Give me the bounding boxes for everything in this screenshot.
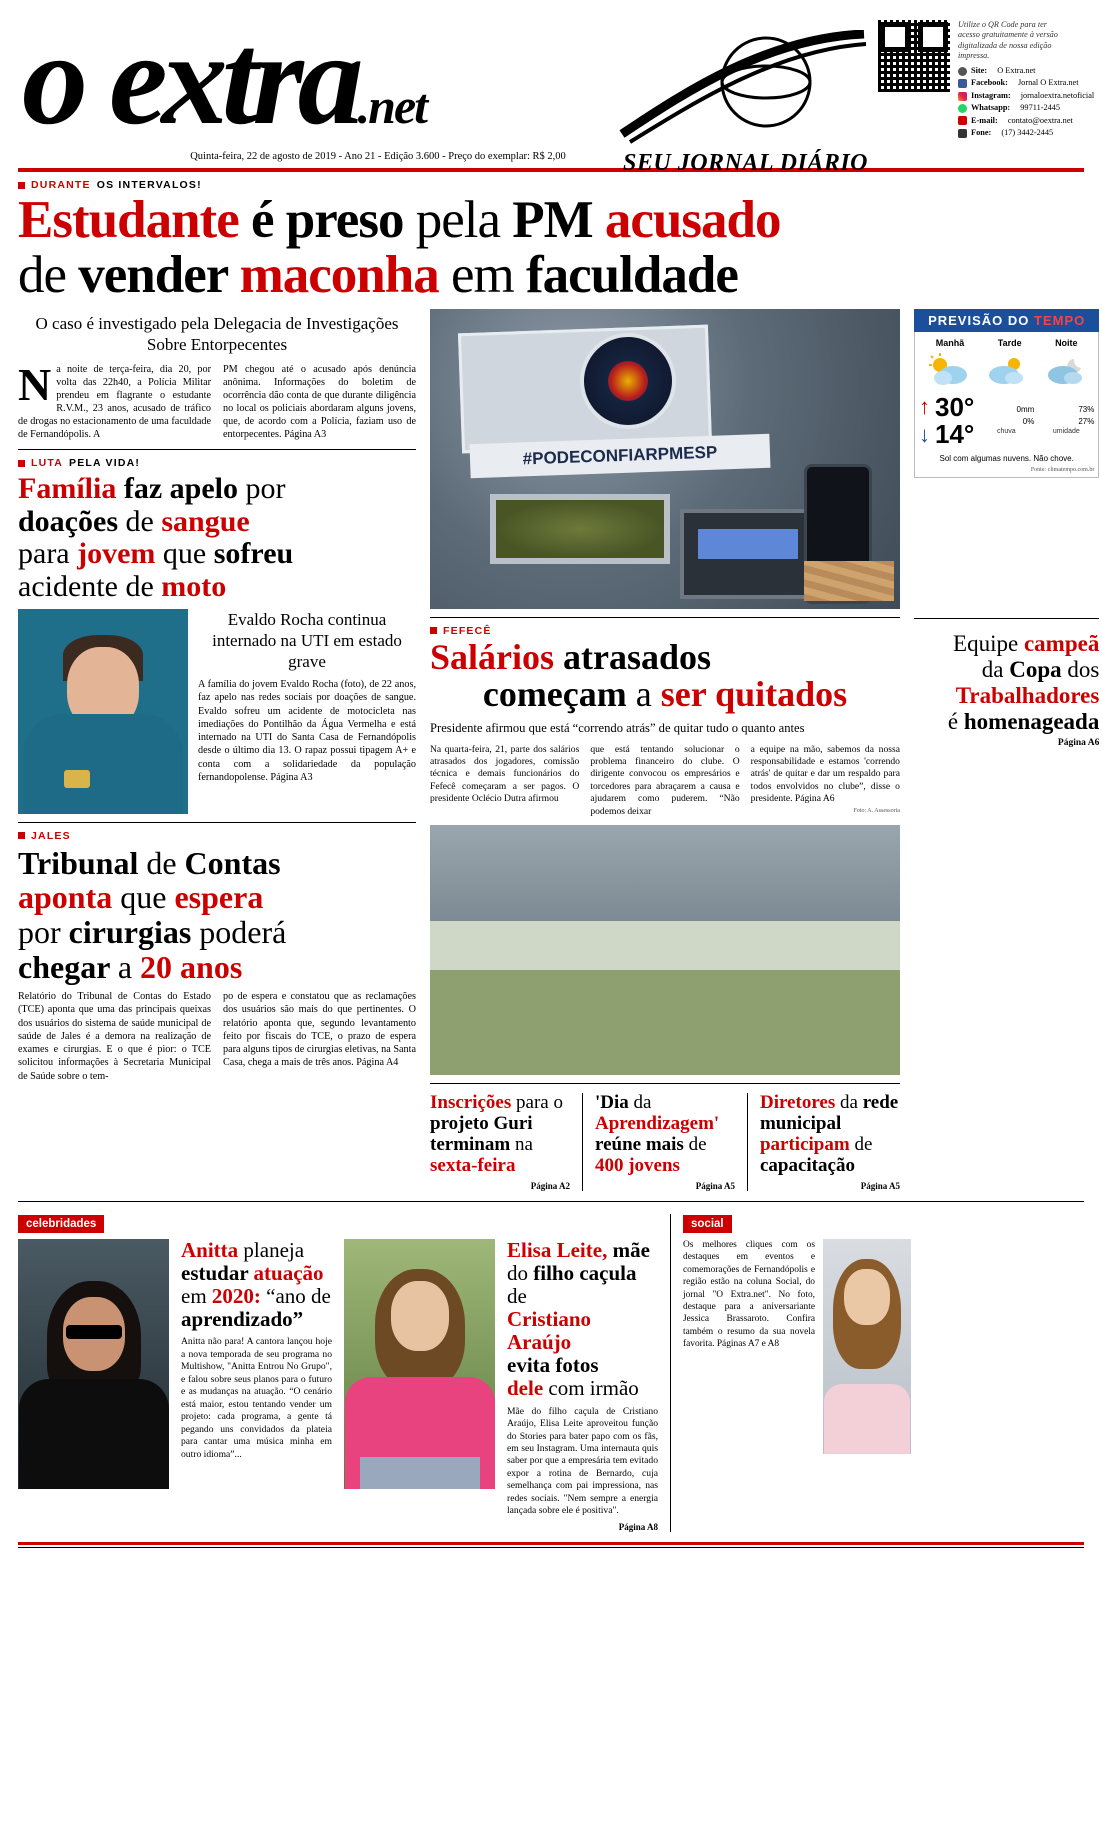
jessica-brassaroto-photo	[823, 1239, 911, 1454]
sunglasses-icon	[66, 1325, 122, 1339]
weather-hum-label: umidade	[1052, 428, 1080, 436]
masthead-logo-area	[18, 5, 878, 176]
footer-rule-black	[18, 1547, 1084, 1548]
left-divider-2	[18, 822, 416, 823]
weather-period-morning: Manhã	[935, 337, 965, 348]
brief-divider	[582, 1093, 583, 1191]
weather-period-afternoon: Tarde	[997, 337, 1022, 348]
blood-kicker-black: PELA VIDA!	[69, 457, 141, 470]
kicker-square-icon	[18, 182, 25, 189]
weather-title	[914, 309, 1099, 332]
weather-max-row	[919, 391, 975, 422]
headline-word-em: em	[438, 246, 526, 305]
fefece-body-col3: a equipe na mão, sabemos da nossa responsabilidade e estamos 'correndo atrás' de quitar e dar um respaldo para todos envolvidos no clube”, disse o presidente. Página A6	[750, 743, 900, 805]
photo-art-torso	[23, 714, 183, 814]
celebrity-item-anitta[interactable]	[181, 1239, 332, 1532]
photo-art-body	[824, 1384, 910, 1454]
headline-word-pela: pela	[415, 191, 513, 250]
brief-copa-trabalhadores[interactable]	[914, 631, 1099, 748]
fefece-headline	[430, 636, 900, 715]
main-columns	[18, 309, 1100, 1191]
cloud-night-icon	[1044, 353, 1086, 387]
sun-cloud-icon	[927, 353, 969, 387]
right-brief-headline: Equipe campeã da Copa dos Trabalhadores é homenageada	[947, 631, 1100, 734]
tce-kicker-red: JALES	[31, 829, 71, 842]
headline-word-vender: vender	[78, 246, 240, 305]
photo-art-money	[804, 561, 894, 601]
contact-instagram[interactable]	[958, 90, 1094, 102]
weather-humidity	[1038, 404, 1094, 437]
tce-body-col2: po de espera e constatou que as reclamações dos usuários são mais do que pertinentes. O relatório aponta que, segundo levantamento feito por fiscais do TCE, o prazo de espera para alguns tipos de cirurgias eletivas, na Santa Casa, chega a mais de três anos. Página A4	[223, 991, 416, 1069]
anitta-photo	[18, 1239, 169, 1489]
brief-headline: Diretores da rede municipal participam de capacitação	[759, 1092, 899, 1177]
brief-headline: Inscrições para o projeto Guri terminam na sexta-feira	[430, 1092, 563, 1177]
evaldo-rocha-photo	[18, 609, 188, 814]
weather-icons	[919, 350, 1094, 390]
celebrity-body: Anitta não para! A cantora lançou hoje a nova temporada de seu programa no Multishow, "Anitta Entrou No Grupo", e falou sobre seus planos para o futuro e as mudanças na atuação. “O cenário está maior, estou tentando vender um projeto: cada programa, a gente tá pegando uns convidados da plateia para cantar uma música minha em outro idioma”...	[181, 1336, 332, 1460]
fefece-kicker	[430, 625, 900, 637]
brief-page: Página A5	[860, 1180, 900, 1191]
contact-value: O Extra.net	[997, 66, 1036, 75]
cloud-sun-icon	[986, 353, 1028, 387]
photo-art-head	[844, 1269, 890, 1325]
lead-body-col2: PM chegou até o acusado após denúncia anônima. Informações do boletim de ocorrência dão conta de que durante diligência no local os policiais abordaram alguns jovens, que, de acordo com a Polícia, faziam uso de entorpecentes. Página A3	[223, 364, 416, 441]
headline-word-faculdade: faculdade	[526, 246, 738, 305]
lead-kicker	[18, 179, 1084, 191]
brief-row	[430, 1093, 900, 1191]
brief-page: Página A5	[695, 1180, 736, 1191]
blood-story-block	[18, 609, 416, 814]
blood-text	[198, 609, 416, 814]
fefece-body-col2: que está tentando solucionar o problema financeiro do clube. O dirigente convocou os empresários e torcedores para abraçarem a causa e ajudarem como puderem. “Não podemos deixar	[590, 743, 740, 817]
lead-headline-line1	[18, 193, 1084, 248]
weather-hum-max: 73%	[1078, 405, 1095, 415]
weather-rain-pct: 0%	[1022, 416, 1035, 426]
qr-note: Utilize o QR Code para ter acesso gratuitamente à versão digitalizada de nossa edição impressa.	[958, 20, 1058, 60]
photo-art-scale	[680, 509, 810, 599]
contact-value: jornaloextra.netoficial	[1020, 90, 1095, 100]
celebrity-headline: Anitta planeja estudar atuação em 2020: “ano de aprendizado”	[181, 1237, 331, 1332]
whatsapp-icon	[958, 104, 967, 113]
tce-body-col1: Relatório do Tribunal de Contas do Estado (TCE) aponta que uma das principais queixas dos usuários do sistema de saúde municipal de saúde de Jales é a demora na realização de exames e cirurgias. E o que é pior: o TCE solicitou informações à Secretaria Municipal de Saúde sobre o tem-	[18, 991, 211, 1082]
tce-body	[18, 990, 416, 1083]
blood-body: A família do jovem Evaldo Rocha (foto), de 22 anos, faz apelo nas redes sociais por doações de sangue. Evaldo sofreu um acidente de motocicleta nas imediações do Pontilhão da Água Vermelha e está internado na UTI do Santa Casa de Fernandópolis desde o último dia 13. O rapaz possui tipagem A+ e conta com a solidariedade da população fernandopolense. Página A3	[198, 679, 416, 783]
section-divider	[670, 1214, 671, 1532]
social-content	[683, 1239, 913, 1454]
contact-value: 99711-2445	[1020, 103, 1061, 113]
masthead-tagline: SEU JORNAL DIÁRIO	[623, 150, 868, 176]
drug-seizure-photo	[430, 309, 900, 609]
contacts-list	[958, 65, 1094, 140]
fefece-body	[430, 744, 900, 819]
weather-min-row	[919, 418, 975, 449]
celebrities-tag: celebridades	[18, 1215, 104, 1233]
brief-dia-aprendizagem[interactable]	[595, 1093, 735, 1191]
phone-icon	[958, 129, 967, 138]
celebrity-headline: Elisa Leite, mãe do filho caçula de Cristiano Araújo evita fotos dele com irmão	[507, 1237, 650, 1401]
lead-body-col1: Na noite de terça-feira, dia 20, por volta das 22h40, a Polícia Militar prendeu em flagrante o estudante R.V.M., 23 anos, acusado de tráfico de drogas no estacionamento de uma faculdade de Fernandópolis. A	[18, 359, 211, 441]
qr-code-icon[interactable]	[878, 20, 950, 92]
brief-page: Página A2	[530, 1180, 571, 1191]
weather-temperatures	[919, 391, 1095, 449]
contact-label: Instagram:	[971, 90, 1011, 100]
contact-facebook[interactable]	[958, 77, 1094, 89]
logo-text: o extra	[22, 5, 358, 152]
photo-banner-text: #PODECONFIARPMESP	[469, 433, 770, 477]
contact-whatsapp[interactable]	[958, 102, 1094, 114]
masthead-divider	[18, 168, 1084, 172]
lead-kicker-black: OS INTERVALOS!	[96, 179, 202, 192]
masthead	[18, 0, 1095, 176]
fefece-headline-line1: Salários atrasados	[430, 636, 712, 677]
fefece-photo-credit: Foto: A. Assessoria	[853, 807, 900, 814]
social-tag: social	[683, 1215, 732, 1233]
arrow-down-icon: ↓	[919, 421, 930, 447]
mail-icon	[958, 116, 967, 125]
scale-display	[698, 529, 798, 559]
badge-center	[608, 361, 648, 401]
blood-kicker	[18, 457, 416, 469]
instagram-icon	[958, 92, 967, 101]
blood-lead: Evaldo Rocha continua internado na UTI em estado grave	[212, 609, 402, 672]
lead-body	[18, 359, 416, 441]
fefece-team-photo	[430, 825, 900, 1075]
headline-word-estudante: Estudante	[18, 191, 239, 250]
kicker-square-icon	[18, 460, 25, 467]
weather-title-a: PREVISÃO DO	[928, 312, 1034, 328]
brief-divider	[747, 1093, 748, 1191]
celebrity-item-elisa[interactable]	[507, 1239, 658, 1532]
masthead-dateline: Quinta-feira, 22 de agosto de 2019 - Ano 21 - Edição 3.600 - Preço do exemplar: R$ 2,00	[190, 151, 566, 163]
fefece-body-col1: Na quarta-feira, 21, parte dos salários atrasados dos jogadores, comissão técnica e demais funcionários do Fefecê começaram a ser pagos. O presidente Oclécio Dutra afirmou	[430, 743, 580, 805]
kicker-square-icon	[430, 627, 437, 634]
facebook-icon	[958, 79, 967, 88]
social-body: Os melhores cliques com os destaques em eventos e comemorações de Fernandópolis e região estão na coluna Social, do jornal "O Extra.net". No foto, destaque para a aniversariante Jessica Brassaroto. Confira também o resumo da sua novela favorita. Páginas A7 e A8	[683, 1239, 815, 1350]
photo-art-jeans	[360, 1457, 480, 1489]
weather-hum-min: 27%	[1078, 416, 1095, 426]
weather-source: Fonte: climatempo.com.br	[1030, 467, 1095, 474]
left-divider-1	[18, 449, 416, 450]
arrow-up-icon: ↑	[919, 394, 930, 420]
contact-email[interactable]	[958, 115, 1094, 127]
bottom-divider	[18, 1201, 1084, 1202]
footer-rule-red	[18, 1542, 1084, 1545]
photo-art-logo	[64, 770, 90, 788]
police-badge-icon	[580, 333, 676, 429]
headline-word-pm: PM	[512, 191, 605, 250]
weather-rain-mm: 0mm	[1016, 405, 1035, 415]
weather-min: 14°	[935, 418, 975, 449]
weather-title-b: TEMPO	[1034, 312, 1086, 328]
contact-label: E-mail:	[971, 115, 998, 125]
contact-site[interactable]	[958, 65, 1094, 77]
weather-rain-label: chuva	[996, 428, 1016, 436]
weather-note: Sol com algumas nuvens. Não chove.	[939, 454, 1074, 464]
brief-diretores-capacitacao[interactable]	[760, 1093, 900, 1191]
weather-period-night: Noite	[1055, 337, 1078, 348]
lead-subhead: O caso é investigado pela Delegacia de Investigações Sobre Entorpecentes	[35, 313, 399, 354]
logo-suffix: .net	[357, 78, 427, 134]
celebrities-items	[18, 1239, 658, 1532]
contact-label: Fone:	[971, 128, 992, 138]
headline-word-de: de	[18, 246, 79, 305]
contact-value: contato@oextra.net	[1007, 115, 1073, 125]
contact-phone[interactable]	[958, 127, 1094, 139]
globe-icon	[958, 67, 967, 76]
photo-art-substance	[490, 494, 670, 564]
headline-word-epreso: é preso	[238, 191, 416, 250]
right-column	[914, 309, 1099, 1191]
mid-divider-2	[430, 1083, 900, 1084]
lead-kicker-red: DURANTE	[31, 179, 91, 192]
masthead-info-box	[878, 10, 1095, 140]
newspaper-logo	[22, 5, 878, 152]
photo-art-head	[391, 1281, 449, 1351]
contact-value: (17) 3442-2445	[1001, 128, 1054, 138]
brief-headline: 'Dia da Aprendizagem' reúne mais de 400 jovens	[594, 1092, 720, 1177]
left-column	[18, 309, 416, 1191]
elisa-leite-photo	[344, 1239, 495, 1489]
fefece-kicker-red: FEFECÊ	[443, 624, 492, 637]
weather-periods	[919, 338, 1094, 348]
blood-kicker-red: LUTA	[31, 457, 64, 470]
weather-widget	[914, 332, 1099, 479]
celebrities-page: Página A8	[618, 1521, 658, 1532]
mid-divider-1	[430, 617, 900, 618]
middle-column	[430, 309, 900, 1191]
celebrities-section	[18, 1214, 658, 1532]
bottom-section	[18, 1214, 1084, 1532]
tce-kicker	[18, 830, 416, 842]
right-divider-1	[914, 618, 1099, 619]
kicker-square-icon	[18, 832, 25, 839]
headline-word-acusado: acusado	[604, 191, 781, 250]
tce-headline: Tribunal de Contas aponta que espera por cirurgias poderá chegar a 20 anos	[18, 844, 287, 985]
contact-label: Facebook:	[971, 78, 1008, 88]
photo-art-body	[19, 1379, 169, 1489]
right-brief-page: Página A6	[1057, 738, 1100, 749]
contact-label: Site:	[971, 66, 988, 75]
social-section	[683, 1214, 913, 1532]
lead-headline	[18, 191, 1084, 305]
blood-headline: Família faz apelo por doações de sangue para jovem que sofreu acidente de moto	[18, 472, 294, 603]
contact-value: Jornal O Extra.net	[1017, 78, 1079, 88]
contact-label: Whatsapp:	[971, 103, 1011, 113]
weather-max: 30°	[935, 391, 975, 422]
brief-projeto-guri[interactable]	[430, 1093, 570, 1191]
weather-rain	[978, 404, 1034, 437]
fefece-subhead: Presidente afirmou que está “correndo atrás” de quitar tudo o quanto antes	[430, 721, 805, 736]
lead-headline-line2	[18, 248, 1084, 303]
headline-word-maconha: maconha	[239, 246, 439, 305]
photo-art-players	[430, 881, 900, 1057]
celebrity-body: Mãe do filho caçula de Cristiano Araújo, Elisa Leite aproveitou função do Stories para bater papo com os fãs, em seu Instagram. Uma internauta quis saber por que a empresária tem evitado expor a rotina de Bernardo, cuja semelhança com pai impressiona, nas redes sociais. "Nem sempre a energia lançada sobre ele é positiva".	[507, 1405, 658, 1517]
fefece-headline-line2: começam a ser quitados	[482, 674, 848, 715]
